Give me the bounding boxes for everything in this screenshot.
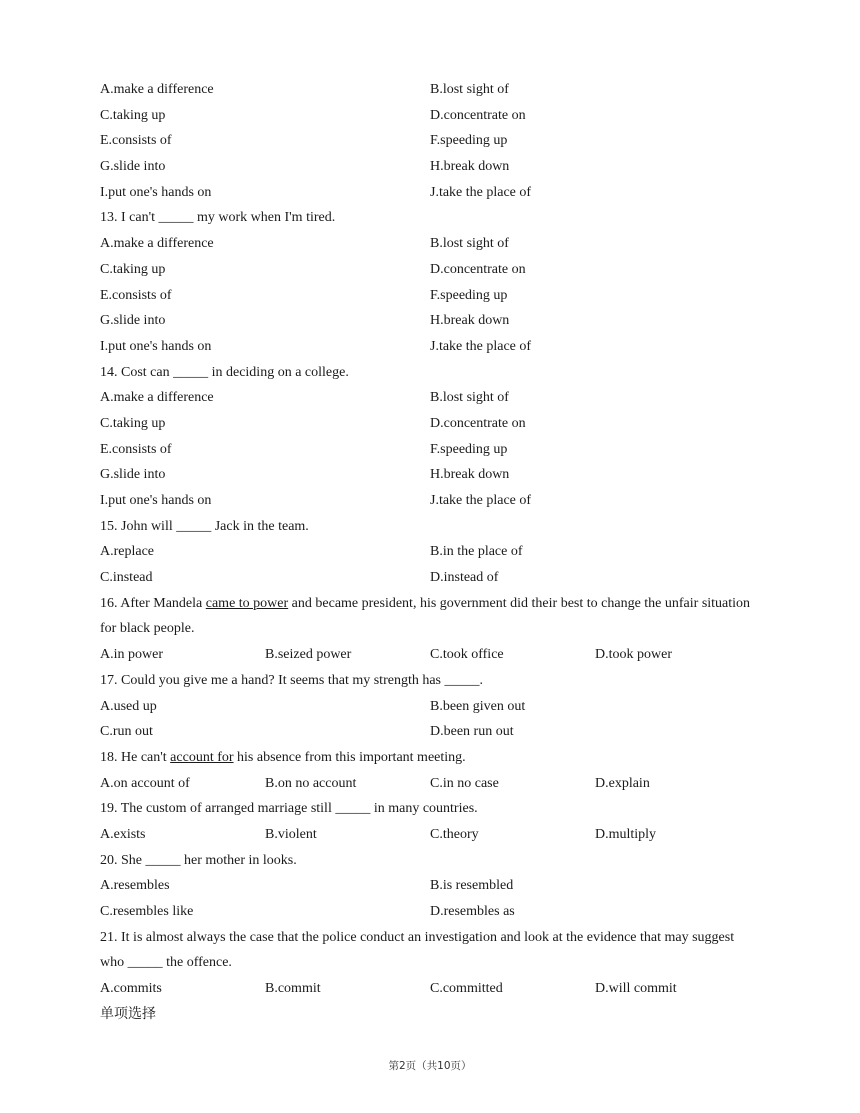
question-text-after: his absence from this important meeting. [233,749,466,765]
option-c[interactable]: C.run out [100,724,153,740]
option-b[interactable]: B.lost sight of [430,390,509,406]
option-row [100,694,760,720]
question-text [100,745,760,771]
option-a[interactable]: A.make a difference [100,390,214,406]
question-17 [100,668,760,745]
option-row [100,899,760,925]
option-f[interactable]: F.speeding up [430,287,508,303]
option-row [100,154,760,180]
question-20 [100,848,760,925]
option-c[interactable]: C.committed [430,981,503,997]
option-c[interactable]: C.theory [430,826,479,842]
option-a[interactable]: A.make a difference [100,82,214,97]
question-19 [100,796,760,847]
option-b[interactable]: B.lost sight of [430,236,509,252]
option-i[interactable]: I.put one's hands on [100,184,212,200]
option-h[interactable]: H.break down [430,313,510,329]
option-a[interactable]: A.on account of [100,775,190,791]
option-c[interactable]: C.taking up [100,415,166,431]
question-text: 17. Could you give me a hand? It seems that my strength has _____. [100,672,483,688]
option-j[interactable]: J.take the place of [430,493,532,508]
option-j[interactable]: J.take the place of [430,184,532,200]
option-d[interactable]: D.concentrate on [430,261,526,277]
option-row [100,77,760,103]
option-row [100,231,760,257]
option-c[interactable]: C.in no case [430,775,499,791]
option-row [100,976,760,1002]
option-c[interactable]: C.resembles like [100,904,194,920]
option-g[interactable]: G.slide into [100,159,166,175]
question-text-before: 16. After Mandela [100,595,206,611]
option-h[interactable]: H.break down [430,159,510,175]
options-block-q12 [100,77,760,205]
option-row [100,411,760,437]
option-row [100,565,760,591]
option-row [100,539,760,565]
option-i[interactable]: I.put one's hands on [100,338,212,354]
question-text-after: and became president, his government did their best to change the unfair situation for black people. [100,595,751,637]
page-content [100,77,760,1028]
option-c[interactable]: C.taking up [100,107,166,123]
option-row [100,103,760,129]
option-d[interactable]: D.multiply [595,826,657,842]
option-e[interactable]: E.consists of [100,441,172,457]
option-row [100,283,760,309]
option-b[interactable]: B.is resembled [430,878,514,894]
option-a[interactable]: A.used up [100,698,157,714]
question-15 [100,514,760,591]
option-i[interactable]: I.put one's hands on [100,493,212,508]
question-21 [100,925,760,1002]
option-f[interactable]: F.speeding up [430,441,508,457]
option-row [100,334,760,360]
option-a[interactable]: A.commits [100,981,162,997]
option-a[interactable]: A.resembles [100,878,170,894]
option-d[interactable]: D.resembles as [430,904,515,920]
option-g[interactable]: G.slide into [100,313,166,329]
section-heading: 单项选择 [100,1005,156,1022]
option-row [100,385,760,411]
option-row [100,719,760,745]
option-b[interactable]: B.been given out [430,698,526,714]
question-14 [100,360,760,514]
option-b[interactable]: B.seized power [265,647,352,663]
option-e[interactable]: E.consists of [100,287,172,303]
option-d[interactable]: D.explain [595,775,650,791]
question-text: 21. It is almost always the case that the police conduct an investigation and look at the evidence that may suggest who _____ the offence. [100,929,735,971]
option-a[interactable]: A.make a difference [100,236,214,252]
option-c[interactable]: C.took office [430,647,504,663]
option-row [100,437,760,463]
option-row [100,257,760,283]
option-b[interactable]: B.violent [265,826,317,842]
option-a[interactable]: A.exists [100,826,146,842]
option-d[interactable]: D.instead of [430,570,499,586]
question-text: 13. I can't _____ my work when I'm tired. [100,210,336,226]
option-d[interactable]: D.concentrate on [430,415,526,431]
option-row [100,180,760,206]
option-b[interactable]: B.lost sight of [430,82,509,97]
question-text: 19. The custom of arranged marriage still _____ in many countries. [100,801,478,817]
question-text: 15. John will _____ Jack in the team. [100,518,309,534]
underlined-phrase: account for [170,749,234,765]
option-d[interactable]: D.took power [595,647,672,663]
option-row [100,488,760,514]
option-f[interactable]: F.speeding up [430,133,508,149]
option-d[interactable]: D.been run out [430,724,514,740]
question-text-before: 18. He can't [100,749,171,765]
option-c[interactable]: C.taking up [100,261,166,277]
option-row [100,822,760,848]
option-c[interactable]: C.instead [100,570,153,586]
option-b[interactable]: B.in the place of [430,544,523,560]
question-text: 14. Cost can _____ in deciding on a college. [100,364,349,380]
option-d[interactable]: D.will commit [595,981,677,997]
question-text [100,591,760,642]
option-g[interactable]: G.slide into [100,467,166,483]
option-d[interactable]: D.concentrate on [430,107,526,123]
underlined-phrase: came to power [205,595,289,611]
option-b[interactable]: B.on no account [265,775,357,791]
question-16 [100,591,760,668]
option-b[interactable]: B.commit [265,981,321,997]
question-text: 20. She _____ her mother in looks. [100,852,297,868]
question-13 [100,205,760,359]
option-row [100,308,760,334]
option-row [100,642,760,668]
option-row [100,462,760,488]
option-a[interactable]: A.in power [100,647,163,663]
option-row [100,873,760,899]
option-row [100,771,760,797]
option-j[interactable]: J.take the place of [430,338,532,354]
option-h[interactable]: H.break down [430,467,510,483]
option-a[interactable]: A.replace [100,544,155,560]
option-e[interactable]: E.consists of [100,133,172,149]
option-row [100,128,760,154]
question-18 [100,745,760,796]
page-footer: 第2页（共10页） [388,1060,472,1072]
